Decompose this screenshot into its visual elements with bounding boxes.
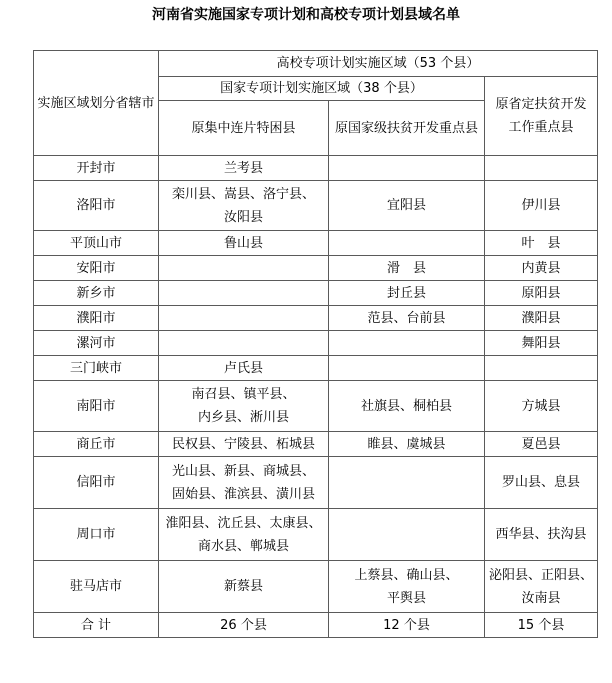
total-provincial: 15 个县 xyxy=(485,613,598,638)
table-row xyxy=(34,181,598,231)
total-label: 合 计 xyxy=(34,613,159,638)
table-row xyxy=(34,281,598,306)
national-cell xyxy=(329,231,485,256)
city-cell: 三门峡市 xyxy=(34,356,159,381)
national-cell: 封丘县 xyxy=(329,281,485,306)
table-row xyxy=(34,231,598,256)
city-cell: 周口市 xyxy=(34,509,159,561)
national-cell xyxy=(329,356,485,381)
provincial-cell: 舞阳县 xyxy=(485,331,598,356)
table-row xyxy=(34,256,598,281)
table-row xyxy=(34,509,598,561)
national-cell xyxy=(329,457,485,509)
provincial-cell: 泌阳县、正阳县、 汝南县 xyxy=(485,561,598,613)
table-row xyxy=(34,356,598,381)
header-university-plan: 高校专项计划实施区域（53 个县） xyxy=(159,51,598,77)
city-cell: 新乡市 xyxy=(34,281,159,306)
total-national: 12 个县 xyxy=(329,613,485,638)
contiguous-cell: 兰考县 xyxy=(159,156,329,181)
provincial-cell: 方城县 xyxy=(485,381,598,432)
provincial-cell: 濮阳县 xyxy=(485,306,598,331)
contiguous-cell: 淮阳县、沈丘县、太康县、 商水县、郸城县 xyxy=(159,509,329,561)
city-cell: 濮阳市 xyxy=(34,306,159,331)
table-row xyxy=(34,306,598,331)
table-row xyxy=(34,381,598,432)
city-cell: 南阳市 xyxy=(34,381,159,432)
contiguous-cell xyxy=(159,306,329,331)
city-cell: 驻马店市 xyxy=(34,561,159,613)
total-row xyxy=(34,613,598,638)
contiguous-cell: 鲁山县 xyxy=(159,231,329,256)
contiguous-cell: 民权县、宁陵县、柘城县 xyxy=(159,432,329,457)
contiguous-cell: 卢氏县 xyxy=(159,356,329,381)
total-contiguous: 26 个县 xyxy=(159,613,329,638)
national-cell xyxy=(329,509,485,561)
national-cell xyxy=(329,156,485,181)
county-list-table xyxy=(33,50,598,638)
city-cell: 开封市 xyxy=(34,156,159,181)
contiguous-cell: 新蔡县 xyxy=(159,561,329,613)
header-city: 实施区域划分省辖市 xyxy=(34,51,159,156)
header-provincial-key: 原省定扶贫开发 工作重点县 xyxy=(485,77,598,156)
table-row xyxy=(34,432,598,457)
national-cell: 睢县、虞城县 xyxy=(329,432,485,457)
table-row xyxy=(34,561,598,613)
national-cell: 宜阳县 xyxy=(329,181,485,231)
national-cell: 滑 县 xyxy=(329,256,485,281)
city-cell: 漯河市 xyxy=(34,331,159,356)
page-title: 河南省实施国家专项计划和高校专项计划县域名单 xyxy=(152,7,460,23)
provincial-cell xyxy=(485,156,598,181)
city-cell: 信阳市 xyxy=(34,457,159,509)
provincial-cell xyxy=(485,356,598,381)
contiguous-cell xyxy=(159,281,329,306)
provincial-cell: 夏邑县 xyxy=(485,432,598,457)
city-cell: 商丘市 xyxy=(34,432,159,457)
header-row-1 xyxy=(34,51,598,77)
national-cell: 上蔡县、确山县、 平舆县 xyxy=(329,561,485,613)
contiguous-cell xyxy=(159,331,329,356)
national-cell: 范县、台前县 xyxy=(329,306,485,331)
table-row xyxy=(34,156,598,181)
contiguous-cell: 光山县、新县、商城县、 固始县、淮滨县、潢川县 xyxy=(159,457,329,509)
provincial-cell: 叶 县 xyxy=(485,231,598,256)
provincial-cell: 罗山县、息县 xyxy=(485,457,598,509)
provincial-cell: 伊川县 xyxy=(485,181,598,231)
contiguous-cell xyxy=(159,256,329,281)
national-cell: 社旗县、桐柏县 xyxy=(329,381,485,432)
contiguous-cell: 栾川县、嵩县、洛宁县、 汝阳县 xyxy=(159,181,329,231)
table-row xyxy=(34,457,598,509)
table-row xyxy=(34,331,598,356)
header-national-plan: 国家专项计划实施区域（38 个县） xyxy=(159,77,485,101)
header-national-key: 原国家级扶贫开发重点县 xyxy=(329,101,485,156)
provincial-cell: 内黄县 xyxy=(485,256,598,281)
contiguous-cell: 南召县、镇平县、 内乡县、淅川县 xyxy=(159,381,329,432)
header-contiguous: 原集中连片特困县 xyxy=(159,101,329,156)
city-cell: 安阳市 xyxy=(34,256,159,281)
city-cell: 洛阳市 xyxy=(34,181,159,231)
city-cell: 平顶山市 xyxy=(34,231,159,256)
provincial-cell: 西华县、扶沟县 xyxy=(485,509,598,561)
national-cell xyxy=(329,331,485,356)
provincial-cell: 原阳县 xyxy=(485,281,598,306)
